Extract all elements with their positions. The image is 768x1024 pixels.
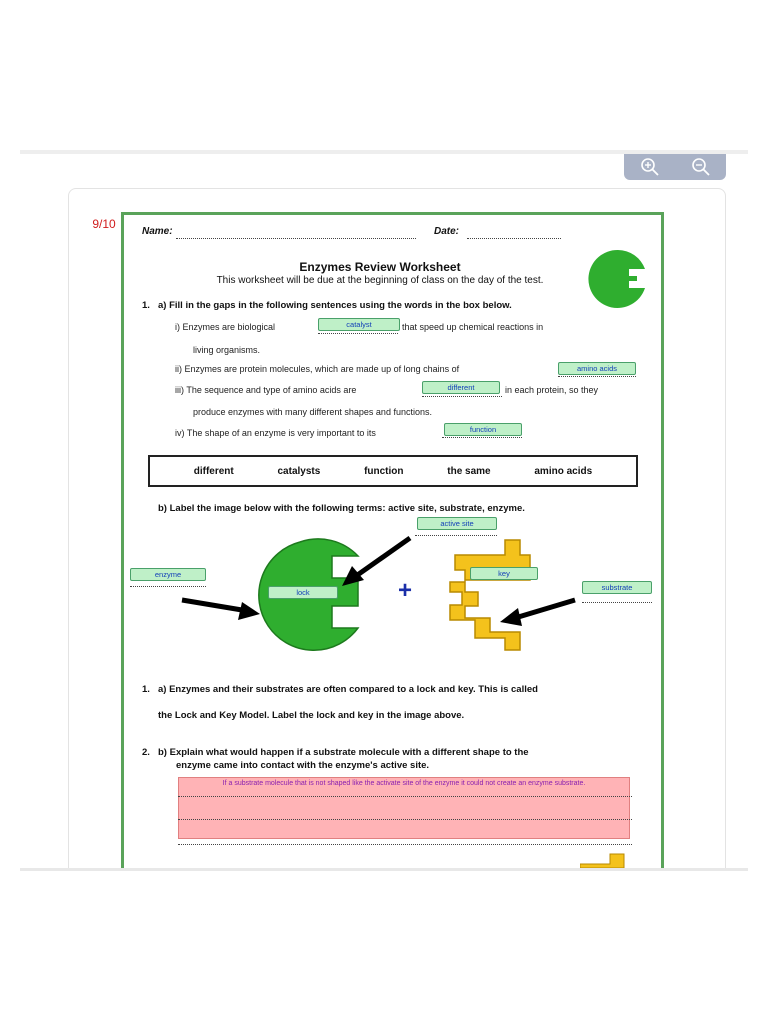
worksheet-subtitle: This worksheet will be due at the beginning of class on the day of the test. (216, 275, 544, 286)
plus-sign: + (398, 577, 413, 604)
viewer-bottom-divider (20, 868, 748, 871)
label-substrate[interactable]: substrate (582, 581, 652, 594)
word-option: function (364, 465, 404, 477)
q1a2-text: a) Enzymes and their substrates are often compared to a lock and key. This is called (158, 684, 538, 695)
sentence-1-end: that speed up chemical reactions in (402, 322, 544, 332)
active-site-arrow (356, 538, 410, 576)
sentence-3-blank (422, 388, 502, 397)
label-lock[interactable]: lock (268, 586, 338, 599)
zoom-in-icon (640, 157, 660, 177)
answer-line-1 (178, 788, 632, 797)
substrate-shape (450, 540, 530, 650)
word-option: different (193, 465, 234, 477)
q2b-answer-box[interactable]: If a substrate molecule that is not shaped like the activate site of the enzyme it could not create an enzyme substrate. (178, 777, 630, 839)
name-label: Name: (142, 226, 173, 237)
q2b-text: b) Explain what would happen if a substrate molecule with a different shape to the (158, 747, 529, 758)
zoom-out-icon (691, 157, 711, 177)
sentence-3-start: iii) The sequence and type of amino acids are (175, 385, 357, 395)
sentence-1-start: i) Enzymes are biological (175, 322, 276, 332)
label-active-site[interactable]: active site (417, 517, 497, 530)
enzyme-blank (130, 578, 206, 587)
substrate-arrow (515, 600, 575, 618)
sentence-1-blank (318, 325, 398, 334)
label-key[interactable]: key (470, 567, 538, 580)
word-option: the same (447, 465, 491, 477)
sentence-3-continued: produce enzymes with many different shapes and functions. (193, 407, 432, 417)
word-box (148, 455, 638, 487)
sentence-1-continued: living organisms. (193, 345, 261, 355)
q2b-number: 2. (142, 747, 150, 758)
sentence-3-end: in each protein, so they (505, 385, 599, 395)
word-option: amino acids (534, 465, 593, 477)
label-enzyme[interactable]: enzyme (130, 568, 206, 581)
sentence-4-blank (442, 429, 522, 438)
q1a2-continued: the Lock and Key Model. Label the lock and key in the image above. (158, 710, 465, 721)
answer-line-3 (178, 836, 632, 845)
sentence-2-start: ii) Enzymes are protein molecules, which are made up of long chains of (175, 364, 460, 374)
zoom-in-button[interactable] (635, 156, 665, 178)
sentence-4-answer[interactable]: function (444, 423, 522, 436)
word-option: catalysts (277, 465, 321, 477)
partial-substrate-shape (580, 852, 630, 868)
zoom-toolbar (624, 154, 726, 180)
q2b-continued: enzyme came into contact with the enzyme's active site. (176, 760, 430, 771)
enzyme-logo (587, 248, 649, 310)
q1a-number: 1. (142, 300, 150, 311)
sentence-2-answer[interactable]: amino acids (558, 362, 636, 375)
sentence-3-answer[interactable]: different (422, 381, 500, 394)
sentence-1-answer[interactable]: catalyst (318, 318, 400, 331)
q1a-text: a) Fill in the gaps in the following sentences using the words in the box below. (158, 300, 512, 311)
score-label: 9/10 (92, 217, 116, 231)
name-field[interactable] (176, 230, 416, 239)
date-field[interactable] (467, 230, 561, 239)
sentence-4-start: iv) The shape of an enzyme is very important to its (175, 428, 376, 438)
sentence-2-blank (558, 368, 636, 377)
zoom-out-button[interactable] (686, 156, 716, 178)
substrate-blank (582, 594, 652, 603)
worksheet-title: Enzymes Review Worksheet (299, 260, 461, 274)
q1b-text: b) Label the image below with the following terms: active site, substrate, enzyme. (158, 503, 525, 514)
answer-line-2 (178, 811, 632, 820)
enzyme-arrow (182, 600, 242, 610)
active-site-blank (415, 527, 497, 536)
date-label: Date: (434, 226, 460, 237)
q1a2-number: 1. (142, 684, 150, 695)
